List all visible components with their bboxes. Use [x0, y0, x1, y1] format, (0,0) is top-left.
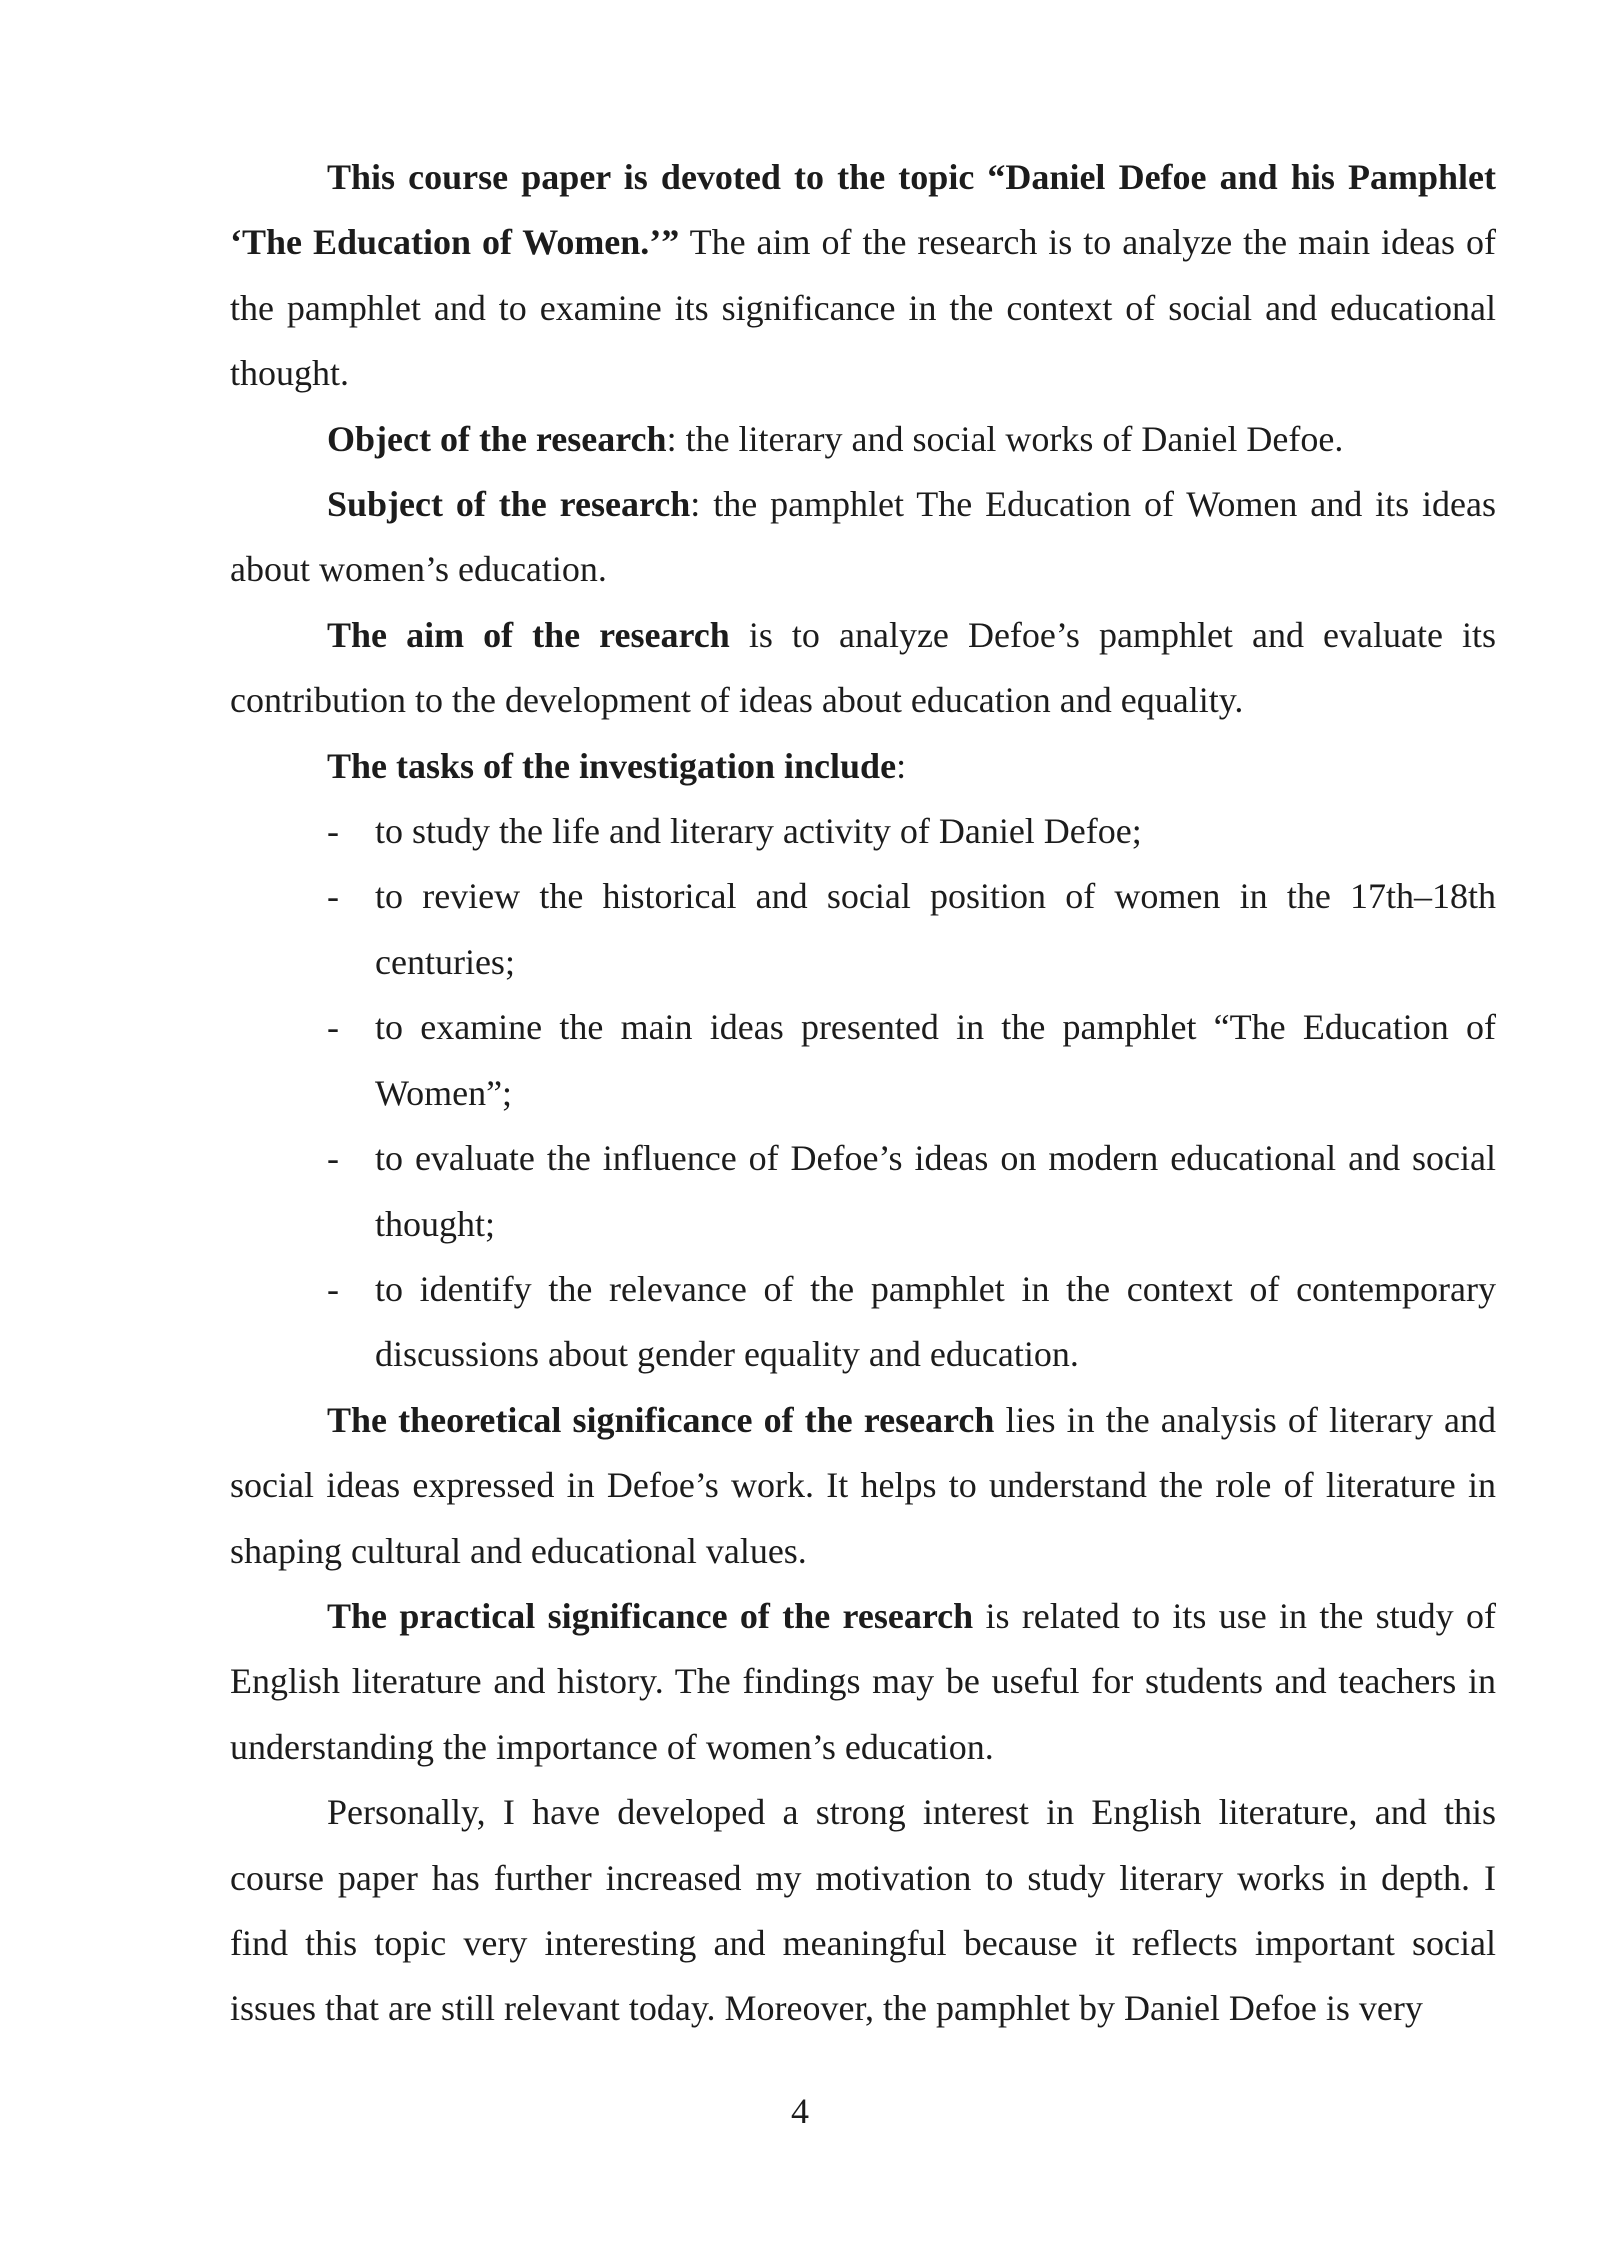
intro-text: The aim of the research is to analyze the main ideas of the pamphlet and to examine its significance in the context of social and educational thought. [230, 222, 1496, 394]
task-text: to identify the relevance of the pamphlet in the context of contemporary discussions about gender equality and education. [375, 1268, 1496, 1375]
page-number: 4 [791, 2091, 809, 2131]
object-paragraph [230, 407, 1496, 472]
list-item [230, 864, 1496, 995]
theoretical-paragraph [230, 1388, 1496, 1584]
tasks-heading [230, 734, 1496, 799]
theoretical-label: The theoretical significance of the research [327, 1399, 995, 1440]
intro-topic-statement: This course paper is devoted to the topic “Daniel Defoe and his Pamphlet ‘The Education of Women.’” [230, 157, 1496, 263]
object-text: : the literary and social works of Daniel Defoe. [666, 418, 1344, 459]
practical-label: The practical significance of the research [327, 1595, 974, 1636]
personal-paragraph [230, 1780, 1496, 2042]
subject-label: Subject of the research [327, 484, 691, 525]
dash-bullet: - [327, 876, 339, 917]
dash-bullet: - [327, 1138, 339, 1179]
tasks-colon: : [896, 745, 907, 786]
aim-label: The aim of the research [327, 614, 730, 655]
theoretical-text: lies in the analysis of literary and social ideas expressed in Defoe’s work. It helps to understand the role of literature in shaping cultural and educational values. [230, 1399, 1496, 1571]
dash-bullet: - [327, 1268, 339, 1309]
intro-paragraph [230, 145, 1496, 407]
dash-bullet: - [327, 1007, 339, 1048]
practical-text: is related to its use in the study of English literature and history. The findings may be useful for students and teachers in understanding the importance of women’s education. [230, 1595, 1496, 1767]
list-item [230, 1257, 1496, 1388]
task-text: to evaluate the influence of Defoe’s ideas on modern educational and social thought; [375, 1138, 1496, 1244]
list-item [230, 995, 1496, 1126]
task-text: to review the historical and social position of women in the 17th–18th centuries; [375, 876, 1496, 982]
list-item [230, 1126, 1496, 1257]
personal-text: Personally, I have developed a strong interest in English literature, and this course paper has further increased my motivation to study literary works in depth. I find this topic very interesting and meaningful because it reflects important social issues that are still relevant today. Moreover, the pamphlet by Daniel Defoe is very [230, 1792, 1496, 2029]
aim-text: is to analyze Defoe’s pamphlet and evaluate its contribution to the development of ideas about education and equality. [230, 614, 1496, 721]
page-body [230, 145, 1496, 2042]
dash-bullet: - [327, 811, 339, 852]
task-text: to examine the main ideas presented in the pamphlet “The Education of Women”; [375, 1007, 1496, 1113]
task-text: to study the life and literary activity of Daniel Defoe; [375, 811, 1142, 852]
subject-paragraph [230, 472, 1496, 603]
practical-paragraph [230, 1584, 1496, 1780]
object-label: Object of the research [327, 418, 667, 459]
aim-paragraph [230, 603, 1496, 734]
tasks-list [230, 799, 1496, 1388]
subject-text: : the pamphlet The Education of Women and its ideas about women’s education. [230, 484, 1496, 590]
tasks-label: The tasks of the investigation include [327, 745, 897, 786]
list-item [230, 799, 1496, 864]
